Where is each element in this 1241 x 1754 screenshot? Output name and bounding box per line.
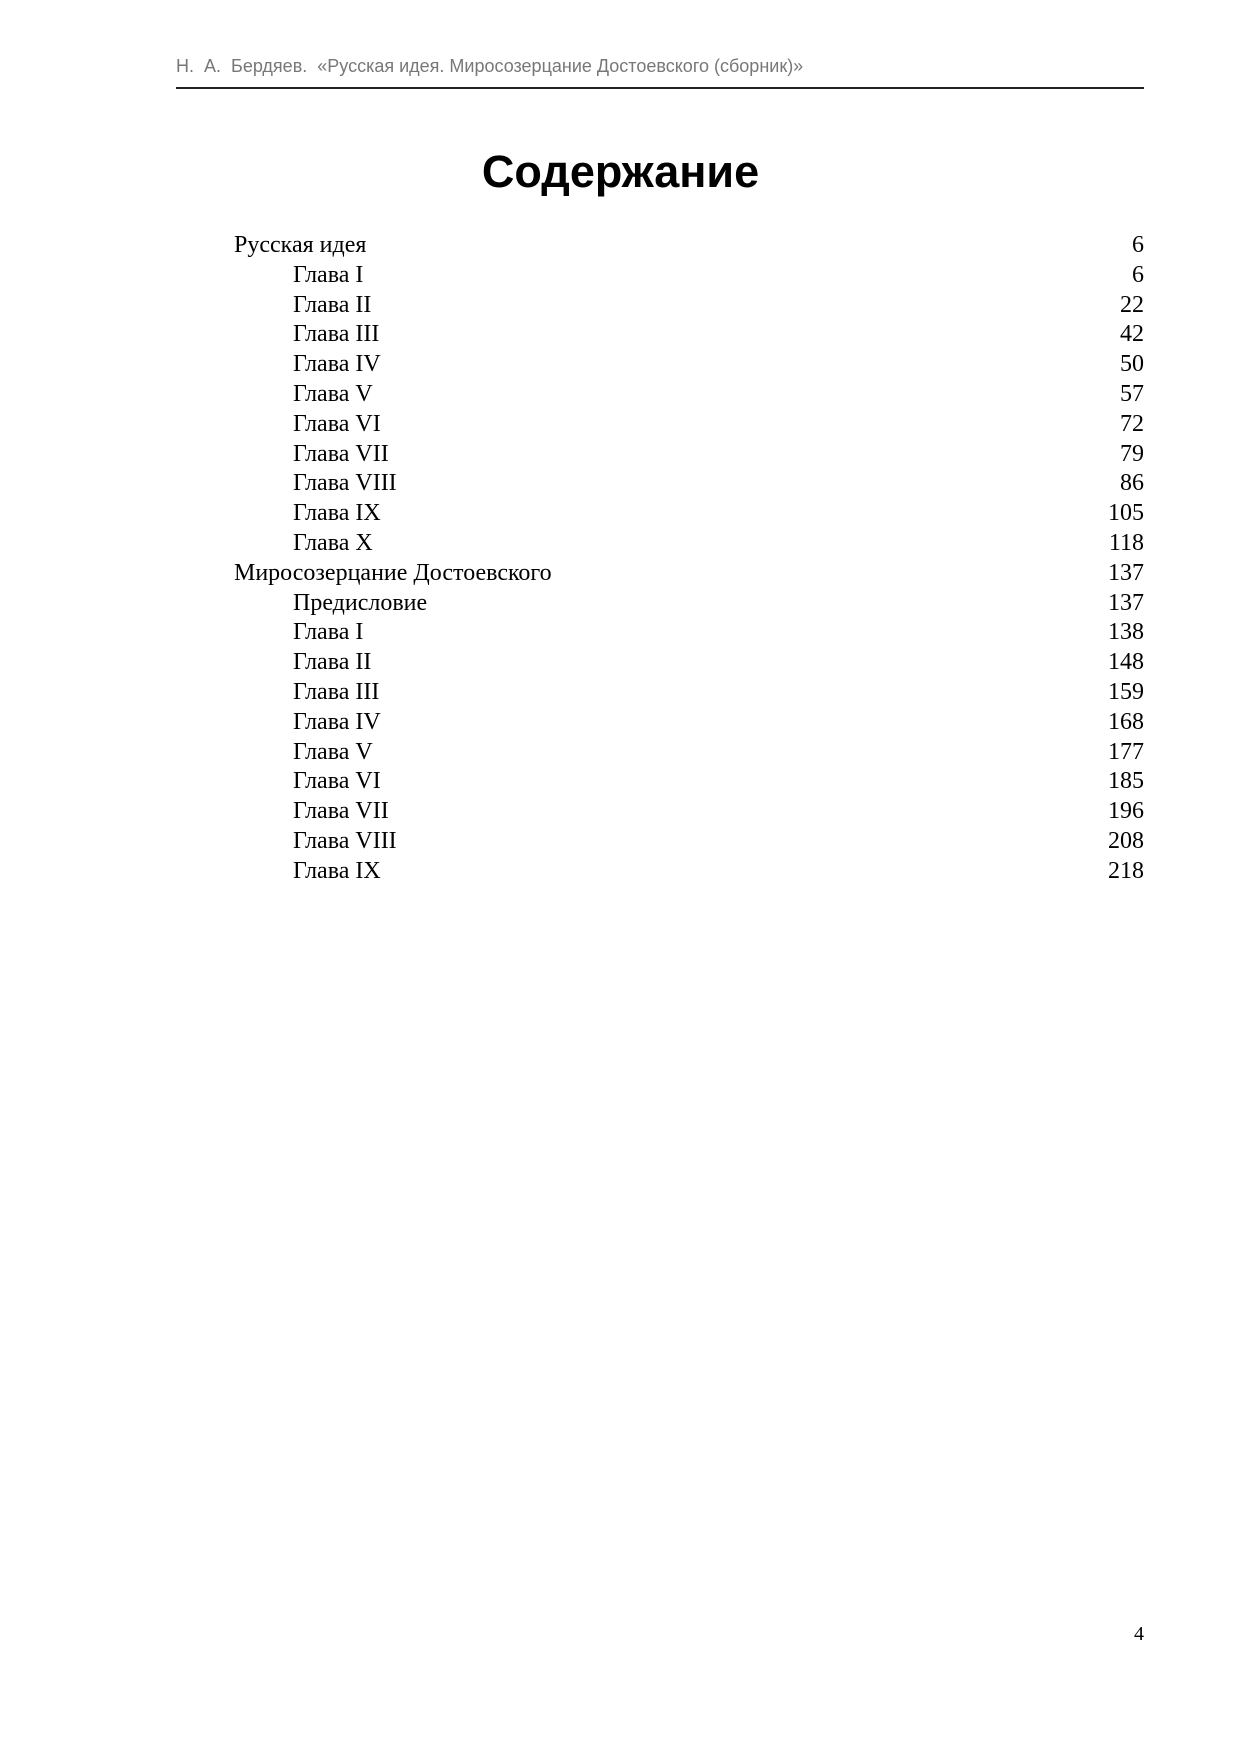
toc-entry-page: 185 bbox=[1108, 768, 1144, 795]
toc-entry-page: 22 bbox=[1120, 291, 1144, 318]
toc-entry[interactable] bbox=[234, 468, 1144, 498]
toc-entry[interactable] bbox=[234, 707, 1144, 737]
toc-entry[interactable] bbox=[234, 319, 1144, 349]
toc-entry[interactable] bbox=[234, 617, 1144, 647]
toc-entry-title: Миросозерцание Достоевского bbox=[234, 559, 552, 586]
toc-entry-title: Глава II bbox=[293, 291, 372, 318]
toc-entry-page: 57 bbox=[1120, 380, 1144, 407]
toc-entry[interactable] bbox=[234, 290, 1144, 320]
page-number: 4 bbox=[1134, 1623, 1144, 1645]
toc-entry-page: 138 bbox=[1108, 619, 1144, 646]
toc-entry-title: Глава VII bbox=[293, 440, 389, 467]
toc-entry-title: Глава IV bbox=[293, 351, 381, 378]
page-title: Содержание bbox=[481, 146, 760, 197]
toc-entry[interactable] bbox=[234, 260, 1144, 290]
toc-entry-title: Глава V bbox=[293, 738, 373, 765]
toc-entry-title: Глава III bbox=[293, 321, 380, 348]
toc-entry-title: Глава III bbox=[293, 678, 380, 705]
toc-entry-page: 86 bbox=[1120, 470, 1144, 497]
header-divider bbox=[176, 87, 1144, 89]
toc-entry[interactable] bbox=[234, 349, 1144, 379]
toc-entry-page: 168 bbox=[1108, 708, 1144, 735]
table-of-contents bbox=[234, 230, 1144, 886]
toc-entry-title: Глава I bbox=[293, 619, 364, 646]
toc-entry-title: Русская идея bbox=[234, 232, 367, 258]
toc-entry-title: Глава X bbox=[293, 529, 373, 556]
toc-entry-page: 6 bbox=[1132, 261, 1144, 288]
toc-entry-title: Глава VI bbox=[293, 768, 381, 795]
toc-entry[interactable] bbox=[234, 737, 1144, 767]
toc-entry-title: Глава II bbox=[293, 649, 372, 676]
toc-entry[interactable] bbox=[234, 766, 1144, 796]
toc-entry-page: 72 bbox=[1120, 410, 1144, 437]
toc-entry[interactable] bbox=[234, 677, 1144, 707]
running-header: Н. А. Бердяев. «Русская идея. Миросозерцание Достоевского (сборник)» bbox=[176, 56, 804, 76]
toc-entry-page: 208 bbox=[1108, 827, 1144, 854]
toc-entry-title: Глава V bbox=[293, 380, 373, 407]
toc-entry-page: 118 bbox=[1108, 529, 1144, 556]
toc-entry-title: Предисловие bbox=[293, 589, 428, 616]
toc-entry-page: 159 bbox=[1108, 678, 1144, 705]
toc-entry[interactable] bbox=[234, 379, 1144, 409]
toc-entry-page: 42 bbox=[1120, 321, 1144, 348]
toc-entry-title: Глава I bbox=[293, 261, 364, 288]
toc-entry-page: 79 bbox=[1120, 440, 1144, 467]
toc-entry-page: 177 bbox=[1108, 738, 1144, 765]
toc-entry[interactable] bbox=[234, 826, 1144, 856]
toc-entry-page: 137 bbox=[1108, 589, 1144, 616]
toc-entry-title: Глава VII bbox=[293, 798, 389, 825]
toc-entry-title: Глава IX bbox=[293, 500, 381, 527]
toc-entry[interactable] bbox=[234, 588, 1144, 618]
toc-entry-title: Глава VI bbox=[293, 410, 381, 437]
toc-entry-page: 105 bbox=[1108, 500, 1144, 527]
toc-entry-page: 137 bbox=[1108, 559, 1144, 586]
toc-entry[interactable] bbox=[234, 528, 1144, 558]
toc-entry-page: 196 bbox=[1108, 798, 1144, 825]
toc-entry[interactable] bbox=[234, 796, 1144, 826]
toc-entry-title: Глава VIII bbox=[293, 827, 397, 854]
toc-entry[interactable] bbox=[234, 498, 1144, 528]
toc-entry-page: 6 bbox=[1132, 232, 1144, 258]
toc-entry-page: 50 bbox=[1120, 351, 1144, 378]
toc-entry-page: 218 bbox=[1108, 857, 1144, 884]
toc-entry[interactable] bbox=[234, 439, 1144, 469]
toc-entry[interactable] bbox=[234, 647, 1144, 677]
toc-entry[interactable] bbox=[234, 856, 1144, 886]
toc-entry-title: Глава VIII bbox=[293, 470, 397, 497]
toc-entry[interactable] bbox=[234, 409, 1144, 439]
toc-entry-page: 148 bbox=[1108, 649, 1144, 676]
toc-entry-title: Глава IX bbox=[293, 857, 381, 884]
toc-entry[interactable] bbox=[234, 230, 1144, 260]
toc-entry-title: Глава IV bbox=[293, 708, 381, 735]
toc-entry[interactable] bbox=[234, 558, 1144, 588]
